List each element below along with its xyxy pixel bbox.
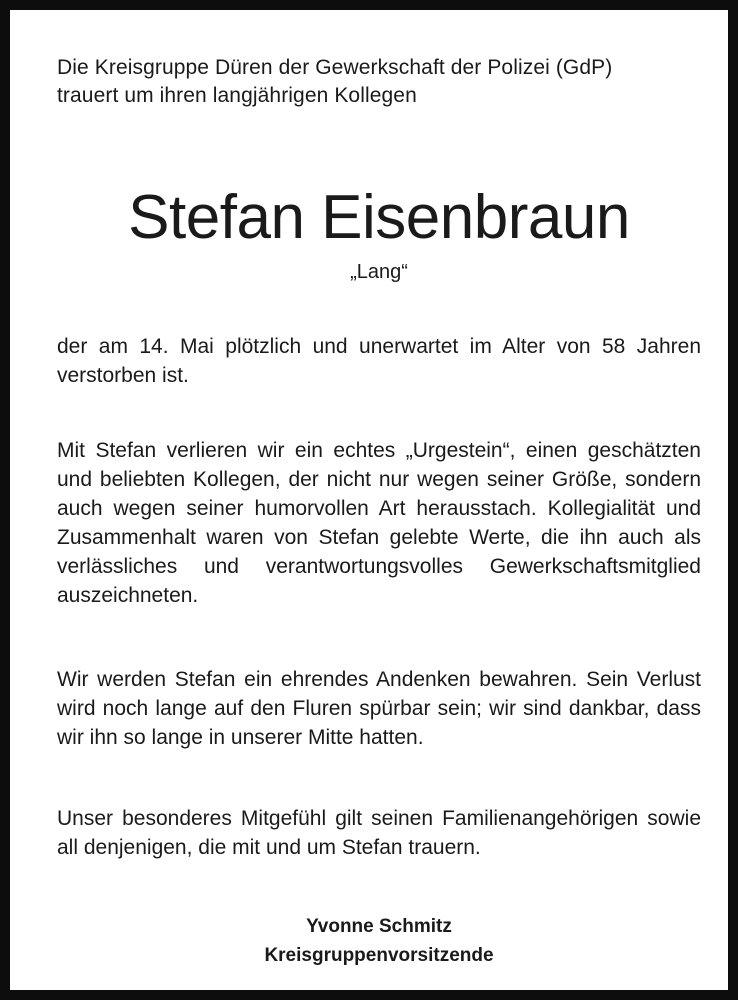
deceased-nickname: „Lang“ bbox=[350, 261, 408, 283]
deceased-name: Stefan Eisenbraun bbox=[128, 183, 630, 252]
signature-block bbox=[57, 912, 701, 970]
paragraph-tribute: Mit Stefan verlieren wir ein echtes „Urgestein“, einen geschätzten und beliebten Kollegen, der nicht nur wegen seiner Größe, sondern auch wegen seiner humorvollen Art herausstach. Kollegialität und Zusammenhalt waren von Stefan gelebte Werte, die ihn auch als verlässliches und verantwortungsvolles Gewerkschaftsmitglied auszeichneten. bbox=[57, 439, 701, 607]
paragraph-condolence: Unser besonderes Mitgefühl gilt seinen Familienangehörigen sowie all denjenigen, die mit und um Stefan trauern. bbox=[57, 807, 701, 859]
paragraph-death-notice: der am 14. Mai plötzlich und unerwartet im Alter von 58 Jahren verstorben ist. bbox=[57, 335, 701, 387]
intro-text bbox=[57, 54, 701, 110]
signature-role: Kreisgruppenvorsitzende bbox=[264, 945, 494, 966]
intro-line-1: Die Kreisgruppe Düren der Gewerkschaft der Polizei (GdP) bbox=[57, 56, 613, 79]
intro-line-2: trauert um ihren langjährigen Kollegen bbox=[57, 84, 417, 107]
signature-name: Yvonne Schmitz bbox=[306, 916, 452, 937]
paragraph-remembrance: Wir werden Stefan ein ehrendes Andenken bewahren. Sein Verlust wird noch lange auf den Fluren spürbar sein; wir sind dankbar, dass wir ihn so lange in unserer Mitte hatten. bbox=[57, 668, 701, 749]
